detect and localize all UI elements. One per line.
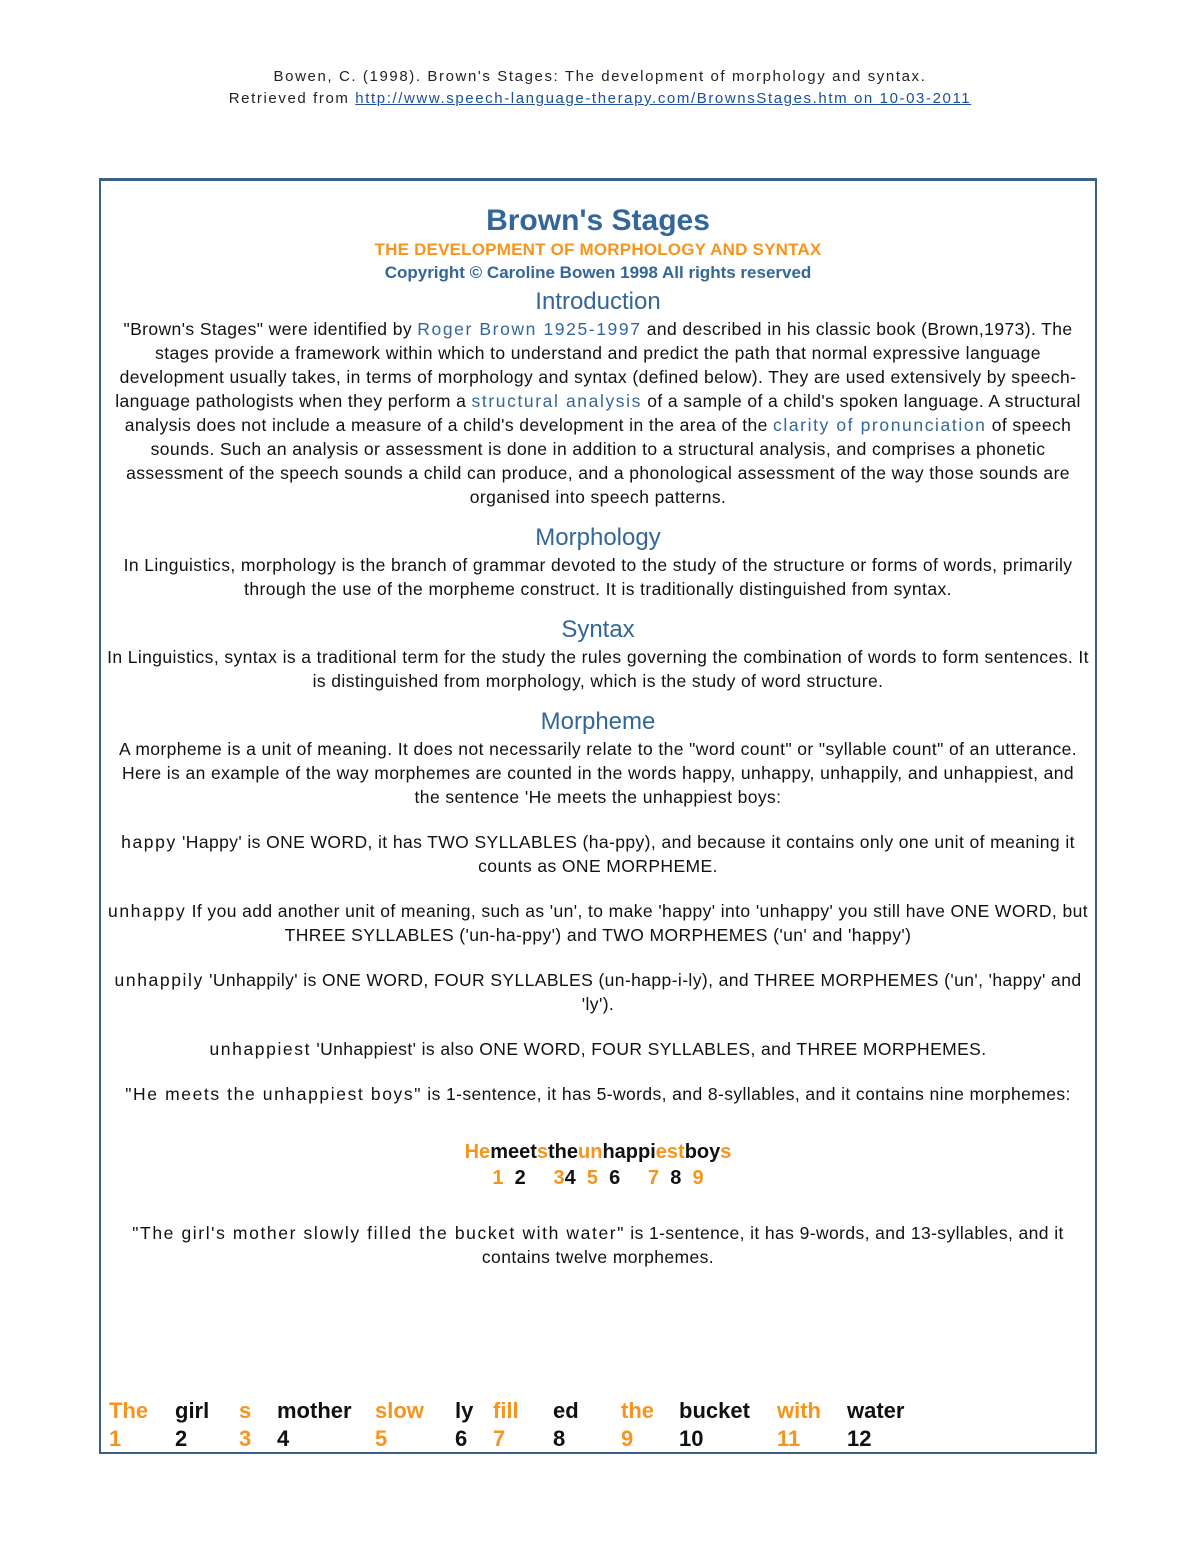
morpheme-segment: s xyxy=(536,1141,549,1163)
example-text: 'Unhappily' is ONE WORD, FOUR SYLLABLES (un-happ-i-ly), and THREE MORPHEMES ('un', 'happy' and 'ly'). xyxy=(203,970,1082,1014)
intro-paragraph xyxy=(101,317,1095,509)
citation xyxy=(0,66,1200,110)
intro-text-1: "Brown's Stages" were identified by xyxy=(123,319,418,339)
morpheme-number-cell: 7 xyxy=(493,1426,506,1451)
morpheme-number-cell: 6 xyxy=(455,1426,468,1451)
morpheme-number: 7 xyxy=(648,1167,660,1189)
morpheme-number: 1 xyxy=(492,1167,504,1189)
morpheme-cell: mother xyxy=(277,1398,352,1423)
sentence-2-description xyxy=(101,1221,1095,1269)
citation-line-2 xyxy=(0,88,1200,110)
intro-text-3: of a sample of a child's spoken language. A structural analysis does not include a measure of a child's development in the area of the xyxy=(124,391,1081,435)
morpheme-cell: with xyxy=(777,1398,821,1423)
citation-line-1: Bowen, C. (1998). Brown's Stages: The development of morphology and syntax. xyxy=(273,68,927,85)
morpheme-segment: s xyxy=(720,1141,732,1163)
morpheme-number-cell: 4 xyxy=(277,1426,290,1451)
morpheme-cell: The xyxy=(109,1398,149,1423)
intro-text-2: and described in his classic book (Brown,1973). The stages provide a framework within which to understand and predict the path that normal expressive language development usually takes, in terms of morphology and syntax (defined below). They are used extensively by speech-language pathologists when they perform a xyxy=(115,319,1077,411)
syntax-heading: Syntax xyxy=(561,616,635,643)
page-title: Brown's Stages xyxy=(486,204,710,237)
clarity-of-pronunciation-link[interactable]: clarity of pronunciation xyxy=(772,415,987,435)
page-subtitle: THE DEVELOPMENT OF MORPHOLOGY AND SYNTAX xyxy=(374,240,822,259)
example-term: unhappily xyxy=(114,970,204,990)
sentence-1-text: is 1-sentence, it has 5-words, and 8-syllables, and it contains nine morphemes: xyxy=(422,1084,1071,1104)
morpheme-number-cell: 10 xyxy=(679,1426,704,1451)
roger-brown-link[interactable]: Roger Brown 1925-1997 xyxy=(417,319,642,339)
morpheme-number-cell: 12 xyxy=(847,1426,872,1451)
intro-text-4: of speech sounds. Such an analysis or assessment is done in addition to a structural analysis, and comprises a phonetic assessment of the speech sounds a child can produce, and a phonological assessment of the way those sounds are organised into speech patterns. xyxy=(126,415,1072,507)
morpheme-number: 9 xyxy=(692,1167,704,1189)
sentence-2-quote: "The girl's mother slowly filled the bucket with water" xyxy=(132,1223,626,1243)
morpheme-cell: girl xyxy=(175,1398,210,1423)
morpheme-cell: slow xyxy=(375,1398,424,1423)
morpheme-segment: He xyxy=(464,1141,491,1163)
copyright-line: Copyright © Caroline Bowen 1998 All rights reserved xyxy=(384,263,812,282)
example-text: 'Happy' is ONE WORD, it has TWO SYLLABLES (ha-ppy), and because it contains only one unit of meaning it counts as ONE MORPHEME. xyxy=(176,832,1075,876)
morpheme-number: 5 xyxy=(586,1167,598,1189)
example-unhappily xyxy=(101,968,1095,1016)
morpheme-number-cell: 3 xyxy=(239,1426,252,1451)
example-term: unhappiest xyxy=(209,1039,312,1059)
example-happy xyxy=(101,830,1095,878)
morpheme-row xyxy=(109,1397,927,1425)
morpheme-number-cell: 8 xyxy=(553,1426,566,1451)
morphology-paragraph: In Linguistics, morphology is the branch of grammar devoted to the study of the structure or forms of words, primarily through the use of the morpheme construct. It is traditionally distinguished from syntax. xyxy=(123,555,1073,599)
morpheme-number: 8 xyxy=(670,1167,682,1189)
morpheme-number: 2 xyxy=(514,1167,526,1189)
example-term: unhappy xyxy=(108,901,187,921)
morpheme-cell: fill xyxy=(493,1398,519,1423)
morpheme-cell: water xyxy=(847,1398,905,1423)
morpheme-paragraph: A morpheme is a unit of meaning. It does not necessarily relate to the "word count" or "syllable count" of an utterance. Here is an example of the way morphemes are counted in the words happy, unhappy, unhappily, and unhappiest, and the sentence 'He meets the unhappiest boys: xyxy=(118,739,1078,807)
sentence-1-morphemes xyxy=(101,1139,1095,1165)
article-content xyxy=(101,181,1095,1269)
morpheme-cell: s xyxy=(239,1398,252,1423)
morpheme-segment: meet xyxy=(490,1141,537,1163)
example-text: If you add another unit of meaning, such as 'un', to make 'happy' into 'unhappy' you still have ONE WORD, but THREE SYLLABLES ('un-ha-ppy') and TWO MORPHEMES ('un' and 'happy') xyxy=(186,901,1088,945)
morpheme-segment: boy xyxy=(684,1141,721,1163)
structural-analysis-link[interactable]: structural analysis xyxy=(471,391,642,411)
morpheme-segment: un xyxy=(578,1141,603,1163)
example-text: 'Unhappiest' is also ONE WORD, FOUR SYLLABLES, and THREE MORPHEMES. xyxy=(311,1039,987,1059)
morpheme-number-cell: 5 xyxy=(375,1426,388,1451)
example-unhappiest xyxy=(101,1037,1095,1061)
morpheme-number-cell: 1 xyxy=(109,1426,122,1451)
morpheme-number-row xyxy=(109,1425,927,1453)
morpheme-cell: the xyxy=(621,1398,654,1423)
citation-link[interactable]: http://www.speech-language-therapy.com/BrownsStages.htm on 10-03-2011 xyxy=(355,90,972,107)
morpheme-number-cell: 9 xyxy=(621,1426,634,1451)
morpheme-number-cell: 11 xyxy=(777,1426,801,1451)
morpheme-number: 3 xyxy=(553,1167,565,1189)
morpheme-number: 4 xyxy=(564,1167,576,1189)
morpheme-segment: est xyxy=(655,1141,685,1163)
morpheme-heading: Morpheme xyxy=(540,708,656,735)
intro-heading: Introduction xyxy=(535,288,661,315)
morpheme-segment: the xyxy=(548,1141,579,1163)
morphology-heading: Morphology xyxy=(535,524,661,551)
sentence-1-description xyxy=(101,1082,1095,1106)
example-unhappy xyxy=(101,899,1095,947)
morpheme-cell: bucket xyxy=(679,1398,750,1423)
morpheme-segment: happi xyxy=(602,1141,656,1163)
morpheme-cell: ly xyxy=(455,1398,474,1423)
citation-prefix: Retrieved from xyxy=(228,90,356,107)
morpheme-cell: ed xyxy=(553,1398,579,1423)
sentence-1-quote: "He meets the unhappiest boys" xyxy=(125,1084,423,1104)
sentence-2-text: is 1-sentence, it has 9-words, and 13-syllables, and it contains twelve morphemes. xyxy=(481,1223,1064,1267)
example-term: happy xyxy=(121,832,177,852)
sentence-1-numbers xyxy=(101,1165,1095,1191)
morpheme-number: 6 xyxy=(609,1167,621,1189)
sentence-2-morpheme-table xyxy=(109,1397,927,1453)
morpheme-number-cell: 2 xyxy=(175,1426,188,1451)
syntax-paragraph: In Linguistics, syntax is a traditional term for the study the rules governing the combination of words to form sentences. It is distinguished from morphology, which is the study of word structure. xyxy=(107,647,1089,691)
article-frame xyxy=(99,178,1097,1454)
